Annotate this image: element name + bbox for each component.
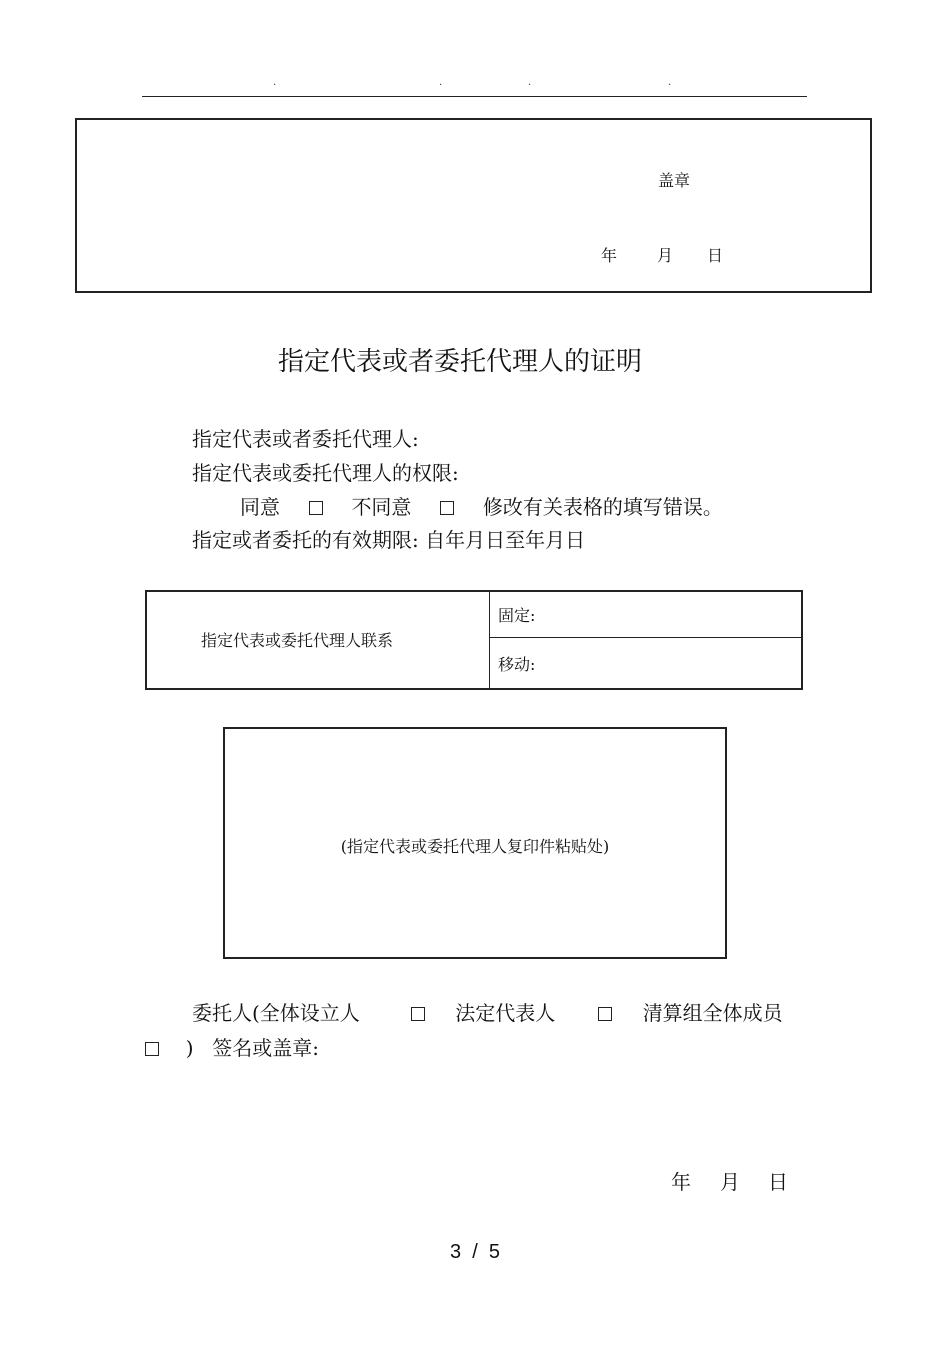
principal-line bbox=[192, 1001, 783, 1025]
sign-month-label: 月 bbox=[720, 1170, 740, 1194]
mobile-phone-label: 移动: bbox=[498, 655, 536, 674]
liquidation-group-checkbox[interactable] bbox=[145, 1042, 159, 1056]
seal-box bbox=[75, 118, 872, 293]
header-dot: . bbox=[273, 77, 277, 88]
legal-rep-checkbox[interactable] bbox=[598, 1007, 612, 1021]
fixed-phone-label: 固定: bbox=[498, 606, 536, 625]
all-founders-checkbox[interactable] bbox=[411, 1007, 425, 1021]
disagree-label: 不同意 bbox=[351, 495, 412, 519]
id-copy-box bbox=[223, 727, 727, 959]
sign-line bbox=[145, 1036, 319, 1060]
disagree-checkbox[interactable] bbox=[440, 501, 454, 515]
legal-rep-label: 法定代表人 bbox=[455, 1001, 556, 1025]
modify-label: 修改有关表格的填写错误。 bbox=[482, 495, 723, 519]
sign-label: 签名或盖章: bbox=[212, 1036, 319, 1060]
document-title: 指定代表或者委托代理人的证明 bbox=[277, 347, 642, 377]
page-number: 3 / 5 bbox=[449, 1241, 501, 1263]
agent-line: 指定代表或者委托代理人: bbox=[192, 427, 419, 451]
seal-month-label: 月 bbox=[657, 246, 674, 265]
seal-label: 盖章 bbox=[658, 171, 691, 190]
header-rule bbox=[142, 96, 807, 97]
principal-prefix: 委托人(全体设立人 bbox=[192, 1001, 360, 1025]
header-dot: . bbox=[668, 77, 672, 88]
seal-year-label: 年 bbox=[601, 246, 618, 265]
agree-label: 同意 bbox=[240, 495, 280, 519]
contact-label: 指定代表或委托代理人联系 bbox=[201, 631, 394, 650]
contact-table bbox=[145, 590, 803, 690]
table-divider-horizontal bbox=[489, 637, 801, 638]
sign-year-label: 年 bbox=[671, 1170, 691, 1194]
agree-checkbox[interactable] bbox=[309, 501, 323, 515]
table-divider-vertical bbox=[489, 592, 490, 688]
header-dot: . bbox=[439, 77, 443, 88]
authority-options bbox=[240, 495, 723, 519]
seal-day-label: 日 bbox=[707, 246, 724, 265]
authority-line: 指定代表或委托代理人的权限: bbox=[192, 461, 459, 485]
close-paren: ) bbox=[185, 1036, 194, 1060]
id-copy-caption: (指定代表或委托代理人复印件粘贴处) bbox=[340, 837, 610, 856]
validity-line: 指定或者委托的有效期限: 自年月日至年月日 bbox=[192, 528, 586, 552]
sign-day-label: 日 bbox=[768, 1170, 788, 1194]
header-dot: . bbox=[528, 77, 532, 88]
liquidation-group-label: 清算组全体成员 bbox=[642, 1001, 783, 1025]
